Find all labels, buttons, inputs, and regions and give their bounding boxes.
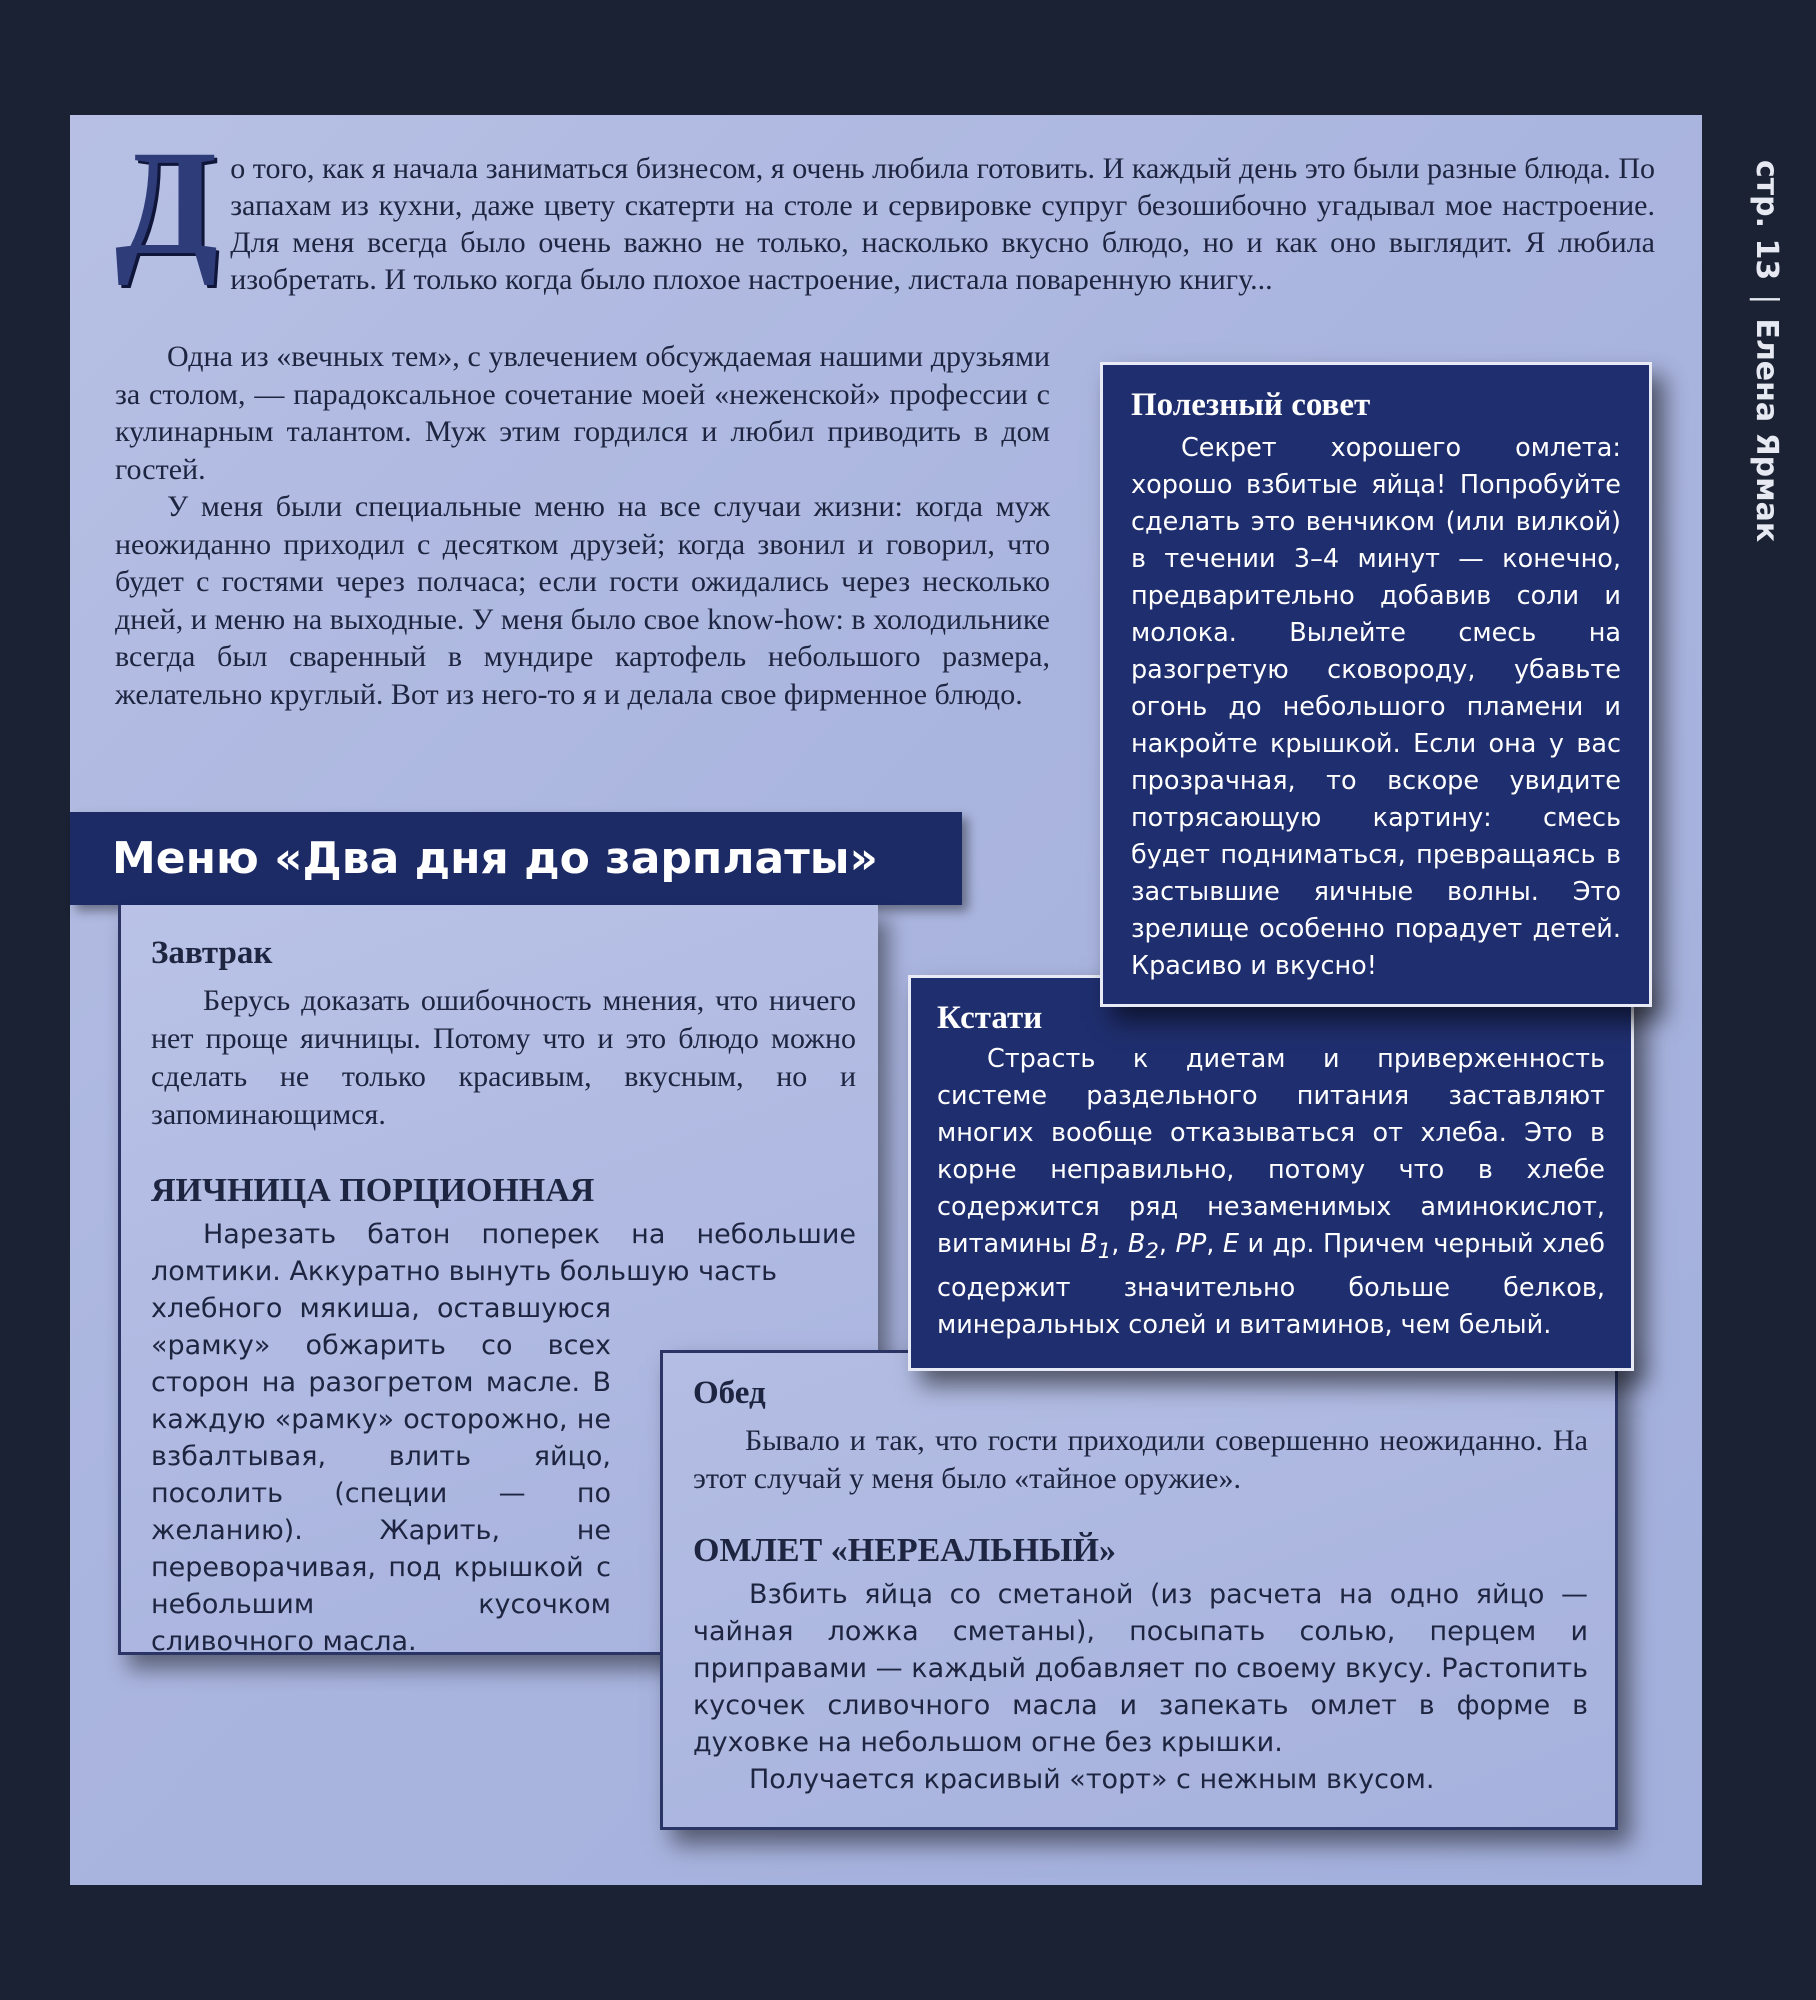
lunch-recipe-final: Получается красивый «торт» с нежным вкусом.: [749, 1764, 1435, 1795]
vitamin-b-sub2: 2: [1145, 1239, 1159, 1265]
menu-title: Меню «Два дня до зарплаты»: [112, 833, 878, 884]
lunch-section: [660, 1350, 1618, 1830]
page-side-label: [1736, 160, 1796, 660]
tip-text: Секрет хорошего омлета: хорошо взбитые яйца! Попробуйте сделать это венчиком (или вилкой) в течении 3–4 минут — конечно, предварительно добавив соли и молока. Вылейте смесь на разогретую сковороду, убавьте огонь до небольшого пламени и накройте крышкой. Если она у вас прозрачная, то вскоре увидите потрясающую картину: смесь будет подниматься, превращаясь в застывшие яичные волны. Это зрелище особенно порадует детей. Красиво и вкусно!: [1131, 433, 1621, 981]
author-name: Елена Ярмак: [1749, 318, 1784, 543]
tip-title: Полезный совет: [1131, 387, 1371, 423]
lunch-recipe-text: Взбить яйца со сметаной (из расчета на одно яйцо — чайная ложка сметаны), посыпать солью, перцем и приправами — каждый добавляет по своему вкусу. Растопить кусочек сливочного масла и запекать омлет в форме в духовке на небольшом огне без крышки.: [693, 1579, 1588, 1758]
breakfast-title: Завтрак: [151, 935, 273, 971]
kstati-text-before: Страсть к диетам и приверженность системе раздельного питания заставляют многих вообще отказываться от хлеба. Это в корне неправильно, потому что в хлебе содержится ряд незаменимых аминокислот, витамины: [937, 1044, 1605, 1259]
lunch-text: Бывало и так, что гости приходили совершенно неожиданно. На этот случай у меня было «тайное оружие».: [693, 1424, 1588, 1495]
breakfast-text: Берусь доказать ошибочность мнения, что ничего нет проще яичницы. Потому что и это блюдо можно сделать не только красивым, вкусным, но и запоминающимся.: [151, 984, 856, 1131]
kstati-box: [908, 975, 1634, 1371]
intro-first-text: о того, как я начала заниматься бизнесом, я очень любила готовить. И каждый день это были разные блюда. По запахам из кухни, даже цвету скатерти на столе и сервировке супруг безошибочно угадывал мое настроение. Для меня всегда было очень важно не только, насколько вкусно блюдо, но и как оно выглядит. Я любила изобретать. И только когда было плохое настроение, листала поваренную книгу...: [230, 152, 1655, 296]
lunch-recipe-title: ОМЛЕТ «НЕРЕАЛЬНЫЙ»: [693, 1532, 1116, 1569]
side-separator: |: [1749, 294, 1784, 305]
vitamin-b: B: [1080, 1229, 1098, 1259]
breakfast-recipe-part2: хлебного мякиша, оставшуюся «рамку» обжарить со всех сторон на разогретом масле. В каждую «рамку» осторожно, не взбалтывая, влить яйцо, посолить (специи — по желанию). Жарить, не переворачивая, под крышкой с небольшим кусочком сливочного масла.: [151, 1293, 611, 1657]
tip-box: [1100, 362, 1652, 1007]
intro-second-paragraph: Одна из «вечных тем», с увлечением обсуждаемая нашими друзьями за столом, — парадоксальное сочетание моей «неженской» профессии с кулинарным талантом. Муж этим гордился и любил приводить в дом гостей.: [115, 340, 1050, 486]
vitamin-pp: PP: [1175, 1229, 1207, 1259]
breakfast-recipe-title: ЯИЧНИЦА ПОРЦИОННАЯ: [151, 1172, 595, 1209]
kstati-text: Страсть к диетам и приверженность системе раздельного питания заставляют многих вообще отказываться от хлеба. Это в корне неправильно, потому что в хлебе содержится ряд незаменимых аминокислот, витамины $B_1$, $B_2$, PP, E и др. Причем черный хлеб содержит значительно больше белков, минеральных солей и витаминов, чем белый.: [937, 1044, 1606, 1341]
lunch-title: Обед: [693, 1375, 766, 1411]
kstati-text-after: и др. Причем черный хлеб содержит значительно больше белков, минеральных солей и витаминов, чем белый.: [937, 1229, 1606, 1341]
breakfast-recipe-part1: Нарезать батон поперек на небольшие ломтики. Аккуратно вынуть большую часть: [151, 1219, 856, 1287]
page-number: стр. 13: [1749, 160, 1784, 281]
intro-continued: [115, 338, 1050, 713]
drop-cap: Д: [115, 120, 219, 286]
vitamin-b-sub1: 1: [1097, 1239, 1112, 1265]
vitamin-b2: B: [1127, 1229, 1146, 1259]
menu-banner: [70, 812, 962, 905]
vitamin-e: E: [1222, 1229, 1239, 1259]
kstati-title: Кстати: [937, 1000, 1043, 1036]
intro-third-paragraph: У меня были специальные меню на все случаи жизни: когда муж неожиданно приходил с десятком друзей; когда звонил и говорил, что будет с гостями через полчаса; если гости ожидались через несколько дней, и меню на выходные. У меня было свое know-how: в холодильнике всегда был сваренный в мундире картофель небольшого размера, желательно круглый. Вот из него-то я и делала свое фирменное блюдо.: [115, 490, 1050, 711]
intro-paragraph: [115, 120, 1655, 298]
